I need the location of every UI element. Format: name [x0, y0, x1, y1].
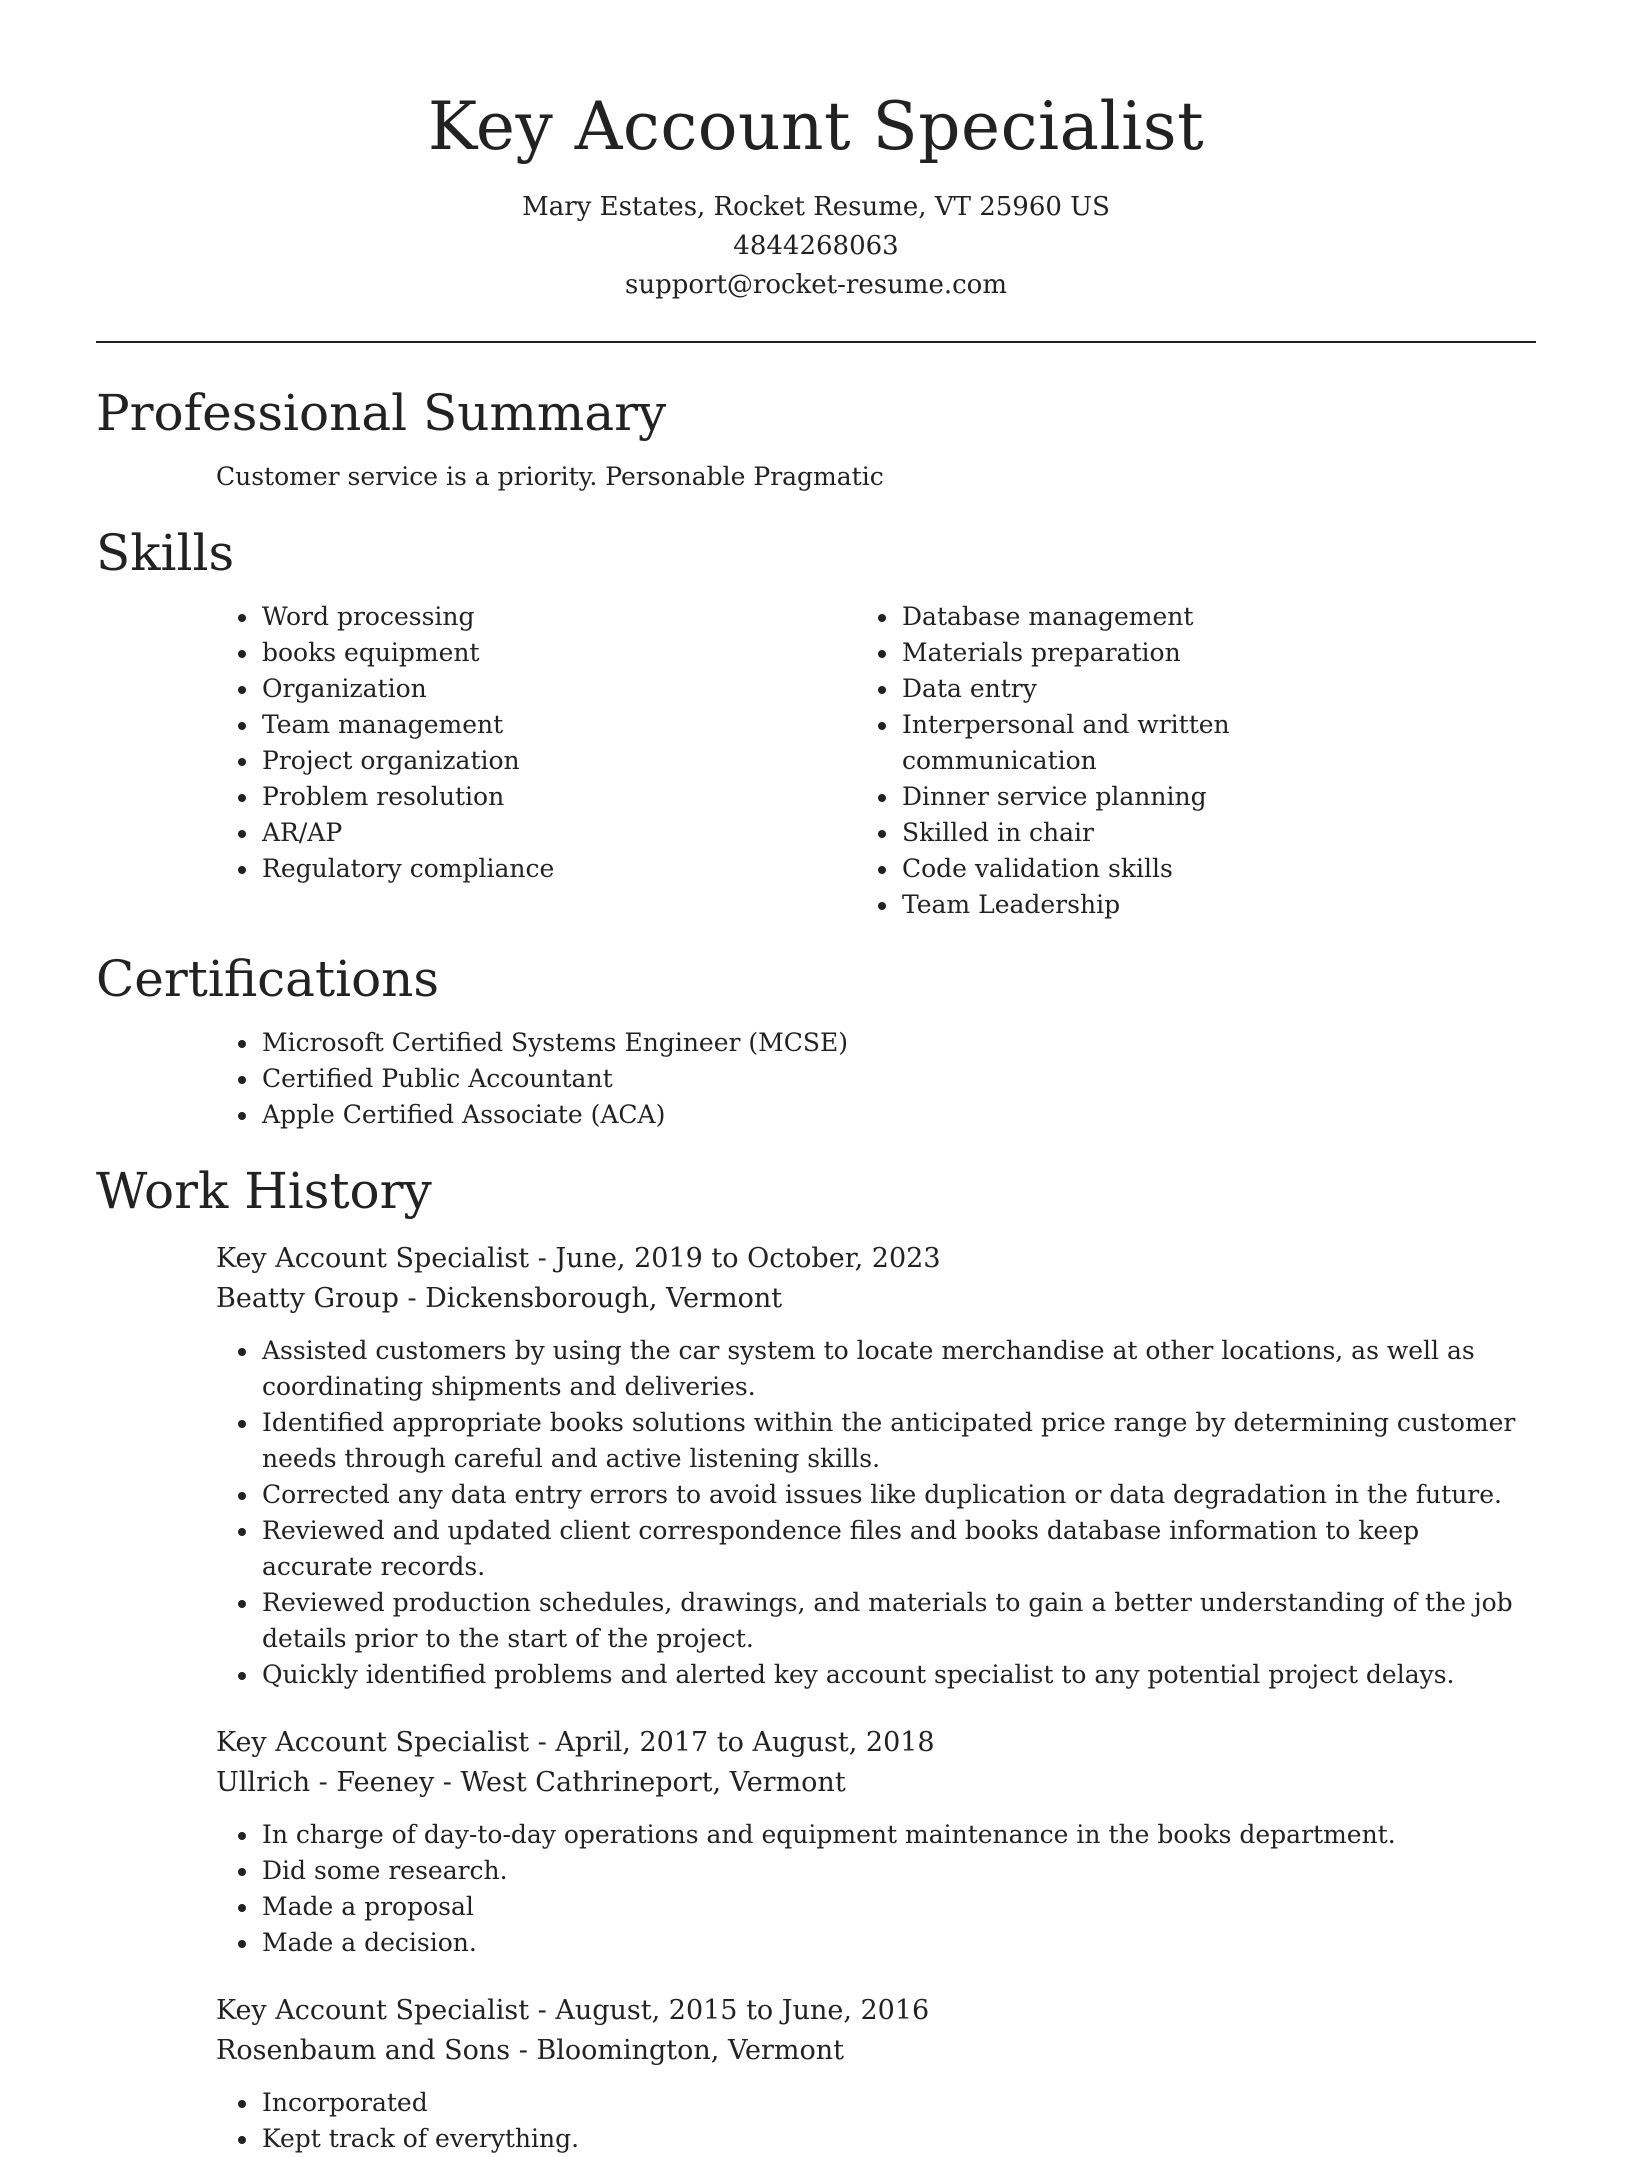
- job-entry: [216, 1991, 1536, 2157]
- job-title-line: Key Account Specialist - April, 2017 to August, 2018: [216, 1727, 935, 1758]
- job-company-line: Beatty Group - Dickensborough, Vermont: [216, 1283, 783, 1314]
- certifications-list: [96, 1025, 1536, 1133]
- job-company-line: Ullrich - Feeney - West Cathrineport, Vermont: [216, 1767, 846, 1798]
- job-bullet-list: [216, 1333, 1536, 1693]
- skill-item: • Team management: [260, 707, 746, 743]
- summary-text: Customer service is a priority. Personable Pragmatic: [216, 462, 884, 491]
- skills-column-left: [96, 599, 746, 923]
- skills-list-right: [746, 599, 1396, 923]
- job-title-line: Key Account Specialist - June, 2019 to October, 2023: [216, 1243, 941, 1274]
- skill-item: • Data entry: [900, 671, 1396, 707]
- job-bullet: • Kept track of everything.: [260, 2121, 1536, 2157]
- resume-page: [96, 0, 1536, 2157]
- contact-phone: 4844268063: [733, 231, 899, 261]
- skills-list-left: [96, 599, 746, 887]
- resume-name: Key Account Specialist: [427, 88, 1205, 165]
- skill-item: • Interpersonal and written communication: [900, 707, 1396, 779]
- resume-header: [96, 0, 1536, 305]
- skill-item: • Regulatory compliance: [260, 851, 746, 887]
- skill-item: • Team Leadership: [900, 887, 1396, 923]
- skill-item: • Dinner service planning: [900, 779, 1396, 815]
- summary-heading: Professional Summary: [96, 384, 667, 442]
- skill-item: • Code validation skills: [900, 851, 1396, 887]
- skill-item: • Skilled in chair: [900, 815, 1396, 851]
- work-history-heading: Work History: [96, 1162, 432, 1220]
- job-title-line: Key Account Specialist - August, 2015 to June, 2016: [216, 1995, 930, 2026]
- job-bullet-list: [216, 1817, 1536, 1961]
- skill-item: • Word processing: [260, 599, 746, 635]
- skills-column-right: [746, 599, 1396, 923]
- skill-item: • Organization: [260, 671, 746, 707]
- skills-columns: [96, 599, 1536, 923]
- header-divider: [96, 341, 1536, 343]
- job-bullet: • Corrected any data entry errors to avoid issues like duplication or data degradation in the future.: [260, 1477, 1536, 1513]
- job-bullet: • Made a decision.: [260, 1925, 1536, 1961]
- job-bullet: • In charge of day-to-day operations and equipment maintenance in the books department.: [260, 1817, 1536, 1853]
- skill-item: • Project organization: [260, 743, 746, 779]
- certification-item: • Apple Certified Associate (ACA): [260, 1097, 1536, 1133]
- skill-item: • Database management: [900, 599, 1396, 635]
- skills-heading: Skills: [96, 524, 235, 582]
- job-bullet: • Reviewed and updated client correspondence files and books database information to keep accurate records.: [260, 1513, 1536, 1585]
- certification-item: • Microsoft Certified Systems Engineer (MCSE): [260, 1025, 1536, 1061]
- skill-item: • Materials preparation: [900, 635, 1396, 671]
- certifications-heading: Certifications: [96, 950, 440, 1008]
- skill-item: • AR/AP: [260, 815, 746, 851]
- certification-item: • Certified Public Accountant: [260, 1061, 1536, 1097]
- job-bullet-list: [216, 2085, 1536, 2157]
- contact-address: Mary Estates, Rocket Resume, VT 25960 US: [522, 192, 1110, 222]
- job-company-line: Rosenbaum and Sons - Bloomington, Vermont: [216, 2035, 844, 2066]
- job-bullet: • Incorporated: [260, 2085, 1536, 2121]
- job-bullet: • Quickly identified problems and alerted key account specialist to any potential project delays.: [260, 1657, 1536, 1693]
- job-bullet: • Identified appropriate books solutions within the anticipated price range by determining customer needs through careful and active listening skills.: [260, 1405, 1536, 1477]
- job-bullet: • Did some research.: [260, 1853, 1536, 1889]
- job-bullet: • Made a proposal: [260, 1889, 1536, 1925]
- job-entry: [216, 1239, 1536, 1693]
- job-entry: [216, 1723, 1536, 1961]
- skill-item: • books equipment: [260, 635, 746, 671]
- job-bullet: • Reviewed production schedules, drawings, and materials to gain a better understanding of the job details prior to the start of the project.: [260, 1585, 1536, 1657]
- contact-block: [96, 188, 1536, 305]
- skill-item: • Problem resolution: [260, 779, 746, 815]
- job-bullet: • Assisted customers by using the car system to locate merchandise at other locations, as well as coordinating shipments and deliveries.: [260, 1333, 1536, 1405]
- contact-email: support@rocket-resume.com: [624, 270, 1007, 300]
